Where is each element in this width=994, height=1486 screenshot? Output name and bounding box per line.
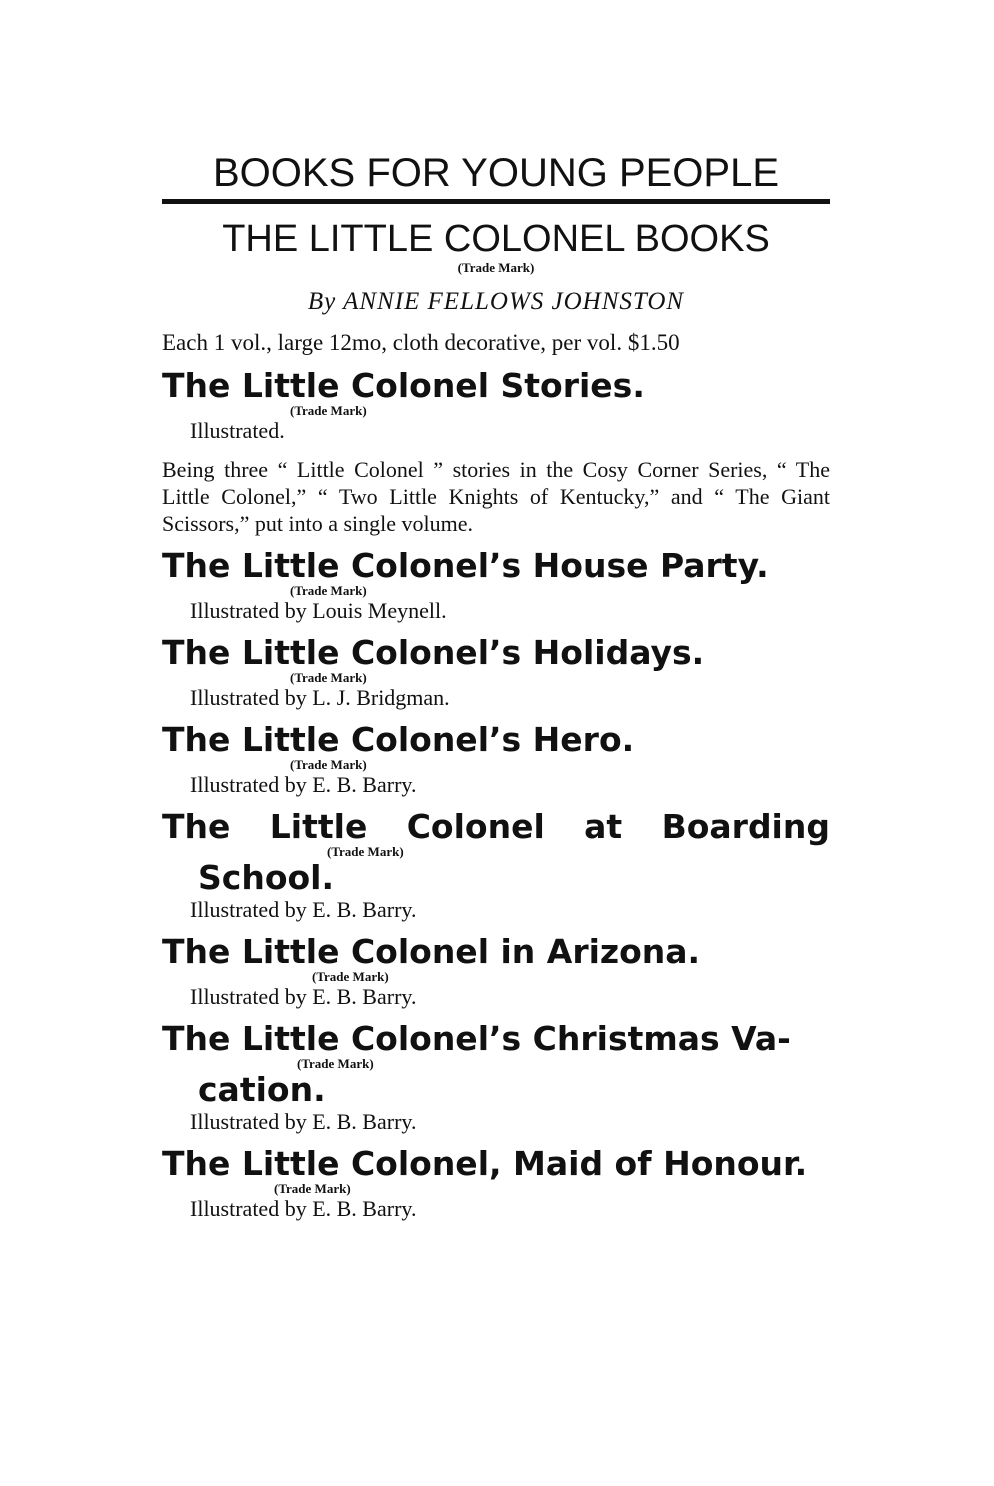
book-title: The Little Colonel Stories. [162, 366, 645, 405]
book-entry [162, 367, 830, 537]
book-trademark: (Trade Mark) [297, 1056, 374, 1071]
book-entry [162, 547, 830, 624]
book-trademark: (Trade Mark) [274, 1181, 351, 1196]
book-trademark: (Trade Mark) [290, 583, 367, 598]
book-entry [162, 634, 830, 711]
book-title-line2: cation. [198, 1070, 326, 1109]
book-trademark: (Trade Mark) [312, 969, 389, 984]
book-illustrator: Illustrated by Louis Meynell. [190, 598, 447, 623]
book-illustrator: Illustrated by E. B. Barry. [190, 1196, 417, 1221]
series-title: THE LITTLE COLONEL BOOKS [222, 218, 770, 260]
catalog-page [162, 150, 830, 1222]
series-author: By ANNIE FELLOWS JOHNSTON [307, 288, 685, 315]
book-title: The Little Colonel’s Hero. [162, 720, 635, 759]
book-illustrator: Illustrated by E. B. Barry. [190, 897, 417, 922]
book-illustrator: Illustrated by E. B. Barry. [190, 984, 417, 1009]
book-trademark: (Trade Mark) [327, 844, 404, 859]
book-title-line2: School. [198, 858, 335, 897]
book-trademark: (Trade Mark) [290, 757, 367, 772]
book-entry [162, 1020, 830, 1135]
series-price-line: Each 1 vol., large 12mo, cloth decorative, per vol. $1.50 [162, 330, 680, 355]
book-title: The Little Colonel in Arizona. [162, 932, 701, 971]
book-illustrator: Illustrated by L. J. Bridgman. [190, 685, 450, 710]
book-illustrator: Illustrated by E. B. Barry. [190, 772, 417, 797]
header-rule [162, 199, 830, 204]
book-title-line1: The Little Colonel’s Christmas Va- [162, 1019, 791, 1058]
book-description: Being three “ Little Colonel ” stories in the Cosy Corner Series, “ The Little Colonel,” “ Two Little Knights of Kentucky,” and “ The Giant Scissors,” put into a single volume. [162, 457, 830, 536]
book-trademark: (Trade Mark) [290, 670, 367, 685]
book-entry [162, 808, 830, 923]
book-entry [162, 1145, 830, 1222]
book-entry [162, 933, 830, 1010]
book-title: The Little Colonel, Maid of Honour. [162, 1144, 808, 1183]
series-trademark: (Trade Mark) [457, 260, 535, 275]
book-trademark: (Trade Mark) [290, 403, 367, 418]
book-title: The Little Colonel’s Holidays. [162, 633, 705, 672]
book-illustrator: Illustrated. [190, 418, 285, 443]
book-illustrator: Illustrated by E. B. Barry. [190, 1109, 417, 1134]
book-title: The Little Colonel’s House Party. [162, 546, 769, 585]
page-header: BOOKS FOR YOUNG PEOPLE [212, 151, 780, 195]
book-title-line1: The Little Colonel at Boarding [162, 807, 830, 846]
book-entry [162, 721, 830, 798]
